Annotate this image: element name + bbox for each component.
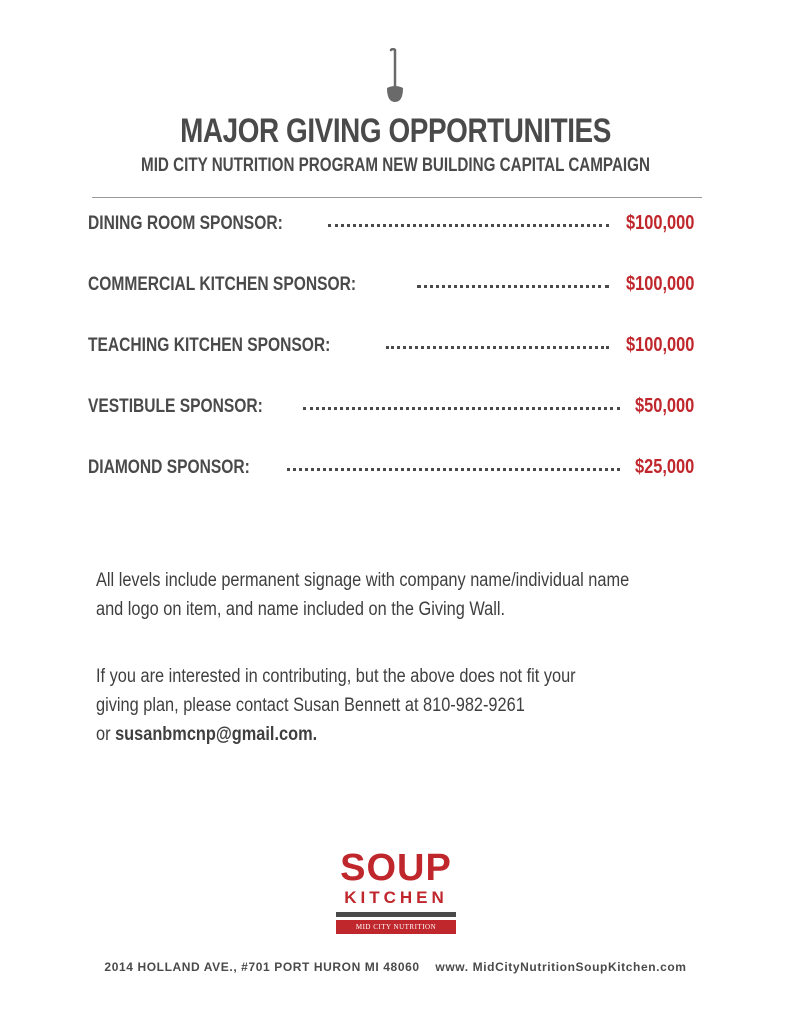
levels-paragraph — [96, 566, 696, 624]
sponsor-row — [88, 212, 694, 273]
sponsor-list — [88, 212, 694, 517]
logo-band-text: MID CITY NUTRITION PROGRAM — [336, 920, 456, 934]
email-link[interactable]: susanbmcnp@gmail.com. — [115, 724, 318, 745]
dot-leader — [287, 464, 619, 471]
page-subtitle: MID CITY NUTRITION PROGRAM NEW BUILDING CAPITAL CAMPAIGN — [141, 155, 650, 176]
sponsor-row — [88, 456, 694, 517]
or-text: or — [96, 724, 116, 745]
sponsor-row — [88, 395, 694, 456]
contact-paragraph — [96, 662, 696, 749]
sponsor-amount: $25,000 — [634, 456, 694, 478]
soup-kitchen-logo — [336, 847, 456, 945]
sponsor-name: VESTIBULE SPONSOR: — [88, 396, 263, 417]
sponsor-name: DINING ROOM SPONSOR: — [88, 213, 283, 234]
divider — [92, 197, 702, 198]
paragraph-line — [96, 720, 317, 749]
paragraph-line: giving plan, please contact Susan Bennett at 810-982-9261 — [96, 695, 525, 716]
dot-leader — [328, 220, 609, 227]
dot-leader — [386, 342, 609, 349]
sponsor-amount: $100,000 — [625, 334, 694, 356]
footer-website[interactable]: www. MidCityNutritionSoupKitchen.com — [435, 960, 687, 974]
paragraph-line: and logo on item, and name included on the Giving Wall. — [96, 599, 506, 620]
sponsor-name: TEACHING KITCHEN SPONSOR: — [88, 335, 331, 356]
logo-kitchen-text: KITCHEN — [344, 888, 448, 907]
logo-soup-text: SOUP — [340, 847, 452, 889]
paragraph-line: All levels include permanent signage with company name/individual name — [96, 570, 630, 591]
footer-address: 2014 HOLLAND AVE., #701 PORT HURON MI 48060 — [104, 960, 420, 974]
footer — [0, 960, 791, 974]
sponsor-row — [88, 334, 694, 395]
sponsor-name: COMMERCIAL KITCHEN SPONSOR: — [88, 274, 357, 295]
logo-bar — [336, 912, 456, 917]
dot-leader — [303, 403, 619, 410]
sponsor-name: DIAMOND SPONSOR: — [88, 457, 250, 478]
sponsor-row — [88, 273, 694, 334]
ladle-icon — [381, 48, 409, 104]
sponsor-amount: $100,000 — [625, 212, 694, 234]
sponsor-amount: $50,000 — [634, 395, 694, 417]
dot-leader — [417, 281, 609, 288]
sponsor-amount: $100,000 — [625, 273, 694, 295]
page-title: MAJOR GIVING OPPORTUNITIES — [180, 112, 611, 150]
paragraph-line: If you are interested in contributing, but the above does not fit your — [96, 666, 576, 687]
